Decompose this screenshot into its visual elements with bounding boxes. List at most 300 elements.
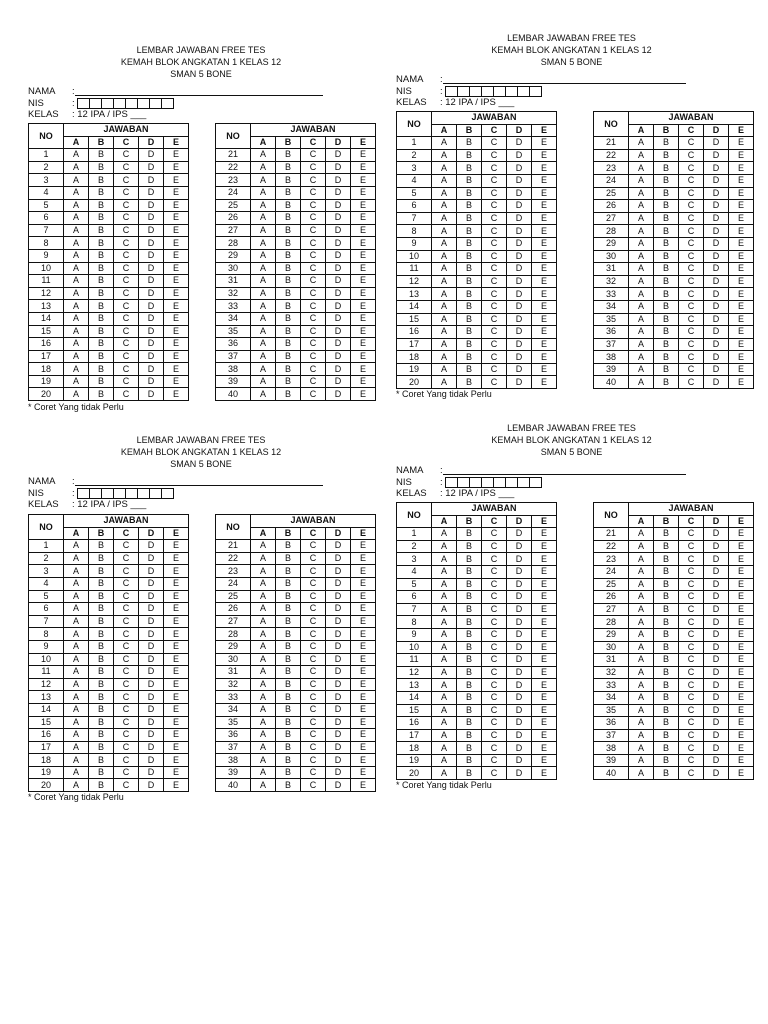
answer-option-b[interactable]: B xyxy=(457,275,482,288)
answer-option-c[interactable]: C xyxy=(679,275,704,288)
answer-option-e[interactable]: E xyxy=(164,338,189,351)
answer-option-a[interactable]: A xyxy=(432,540,457,553)
answer-option-e[interactable]: E xyxy=(164,325,189,338)
nis-digit-box[interactable] xyxy=(529,86,542,97)
answer-option-d[interactable]: D xyxy=(326,653,351,666)
answer-option-a[interactable]: A xyxy=(432,326,457,339)
answer-option-e[interactable]: E xyxy=(164,312,189,325)
answer-option-e[interactable]: E xyxy=(532,174,557,187)
answer-option-a[interactable]: A xyxy=(64,540,89,553)
answer-option-e[interactable]: E xyxy=(532,250,557,263)
answer-option-e[interactable]: E xyxy=(532,654,557,667)
answer-option-d[interactable]: D xyxy=(507,338,532,351)
answer-option-c[interactable]: C xyxy=(482,162,507,175)
answer-option-e[interactable]: E xyxy=(729,174,754,187)
answer-option-b[interactable]: B xyxy=(457,704,482,717)
answer-option-e[interactable]: E xyxy=(729,691,754,704)
answer-option-a[interactable]: A xyxy=(64,375,89,388)
answer-option-a[interactable]: A xyxy=(251,653,276,666)
answer-option-d[interactable]: D xyxy=(507,628,532,641)
answer-option-e[interactable]: E xyxy=(532,200,557,213)
answer-option-a[interactable]: A xyxy=(432,363,457,376)
answer-option-c[interactable]: C xyxy=(679,187,704,200)
answer-option-c[interactable]: C xyxy=(482,616,507,629)
answer-option-e[interactable]: E xyxy=(351,729,376,742)
answer-option-e[interactable]: E xyxy=(532,616,557,629)
answer-option-c[interactable]: C xyxy=(679,767,704,780)
answer-option-b[interactable]: B xyxy=(89,577,114,590)
answer-option-b[interactable]: B xyxy=(457,225,482,238)
answer-option-c[interactable]: C xyxy=(482,717,507,730)
answer-option-c[interactable]: C xyxy=(114,237,139,250)
answer-option-a[interactable]: A xyxy=(64,199,89,212)
answer-option-a[interactable]: A xyxy=(629,174,654,187)
answer-option-b[interactable]: B xyxy=(276,375,301,388)
answer-option-c[interactable]: C xyxy=(679,225,704,238)
answer-option-e[interactable]: E xyxy=(729,578,754,591)
answer-option-b[interactable]: B xyxy=(89,754,114,767)
answer-option-d[interactable]: D xyxy=(139,237,164,250)
answer-option-d[interactable]: D xyxy=(507,263,532,276)
answer-option-b[interactable]: B xyxy=(457,540,482,553)
answer-option-c[interactable]: C xyxy=(482,326,507,339)
answer-option-b[interactable]: B xyxy=(654,351,679,364)
answer-option-b[interactable]: B xyxy=(654,212,679,225)
answer-option-c[interactable]: C xyxy=(114,338,139,351)
answer-option-e[interactable]: E xyxy=(164,565,189,578)
answer-option-e[interactable]: E xyxy=(729,363,754,376)
answer-option-d[interactable]: D xyxy=(507,729,532,742)
answer-option-c[interactable]: C xyxy=(679,313,704,326)
answer-option-d[interactable]: D xyxy=(326,199,351,212)
answer-option-c[interactable]: C xyxy=(114,224,139,237)
answer-option-d[interactable]: D xyxy=(139,716,164,729)
answer-option-a[interactable]: A xyxy=(432,616,457,629)
answer-option-b[interactable]: B xyxy=(457,376,482,389)
answer-option-a[interactable]: A xyxy=(251,703,276,716)
answer-option-b[interactable]: B xyxy=(89,640,114,653)
answer-option-e[interactable]: E xyxy=(351,325,376,338)
answer-option-d[interactable]: D xyxy=(326,552,351,565)
answer-option-e[interactable]: E xyxy=(164,703,189,716)
answer-option-e[interactable]: E xyxy=(351,703,376,716)
answer-option-c[interactable]: C xyxy=(114,754,139,767)
answer-option-d[interactable]: D xyxy=(139,640,164,653)
answer-option-c[interactable]: C xyxy=(114,666,139,679)
answer-option-d[interactable]: D xyxy=(139,741,164,754)
answer-option-d[interactable]: D xyxy=(139,325,164,338)
answer-option-e[interactable]: E xyxy=(164,552,189,565)
answer-option-a[interactable]: A xyxy=(251,615,276,628)
answer-option-d[interactable]: D xyxy=(139,703,164,716)
answer-option-b[interactable]: B xyxy=(654,237,679,250)
answer-option-b[interactable]: B xyxy=(276,249,301,262)
answer-option-e[interactable]: E xyxy=(351,249,376,262)
answer-option-b[interactable]: B xyxy=(276,287,301,300)
answer-option-d[interactable]: D xyxy=(704,704,729,717)
answer-option-e[interactable]: E xyxy=(729,162,754,175)
answer-option-e[interactable]: E xyxy=(729,767,754,780)
answer-option-e[interactable]: E xyxy=(729,729,754,742)
answer-option-c[interactable]: C xyxy=(114,716,139,729)
answer-option-c[interactable]: C xyxy=(679,591,704,604)
answer-option-e[interactable]: E xyxy=(532,187,557,200)
answer-option-c[interactable]: C xyxy=(114,174,139,187)
answer-option-d[interactable]: D xyxy=(326,766,351,779)
answer-option-b[interactable]: B xyxy=(89,741,114,754)
answer-option-d[interactable]: D xyxy=(507,553,532,566)
answer-option-e[interactable]: E xyxy=(729,263,754,276)
answer-option-e[interactable]: E xyxy=(729,591,754,604)
answer-option-d[interactable]: D xyxy=(704,376,729,389)
answer-option-c[interactable]: C xyxy=(482,578,507,591)
answer-option-a[interactable]: A xyxy=(64,729,89,742)
answer-option-e[interactable]: E xyxy=(164,615,189,628)
answer-option-b[interactable]: B xyxy=(89,540,114,553)
answer-option-a[interactable]: A xyxy=(629,326,654,339)
answer-option-c[interactable]: C xyxy=(114,565,139,578)
answer-option-a[interactable]: A xyxy=(432,313,457,326)
answer-option-a[interactable]: A xyxy=(64,577,89,590)
answer-option-b[interactable]: B xyxy=(276,312,301,325)
answer-option-d[interactable]: D xyxy=(326,388,351,401)
answer-option-e[interactable]: E xyxy=(164,741,189,754)
answer-option-e[interactable]: E xyxy=(532,767,557,780)
answer-option-e[interactable]: E xyxy=(164,186,189,199)
answer-option-d[interactable]: D xyxy=(507,250,532,263)
answer-option-c[interactable]: C xyxy=(679,363,704,376)
answer-option-d[interactable]: D xyxy=(704,300,729,313)
answer-option-a[interactable]: A xyxy=(64,779,89,792)
answer-option-e[interactable]: E xyxy=(164,754,189,767)
answer-option-e[interactable]: E xyxy=(729,616,754,629)
answer-option-c[interactable]: C xyxy=(114,540,139,553)
answer-option-c[interactable]: C xyxy=(482,528,507,541)
answer-option-a[interactable]: A xyxy=(64,262,89,275)
answer-option-d[interactable]: D xyxy=(139,338,164,351)
answer-option-a[interactable]: A xyxy=(432,187,457,200)
answer-option-b[interactable]: B xyxy=(457,691,482,704)
answer-option-e[interactable]: E xyxy=(164,287,189,300)
answer-option-c[interactable]: C xyxy=(114,161,139,174)
answer-option-d[interactable]: D xyxy=(507,679,532,692)
answer-option-a[interactable]: A xyxy=(432,704,457,717)
answer-option-b[interactable]: B xyxy=(89,703,114,716)
nis-digit-boxes[interactable] xyxy=(77,488,173,499)
answer-option-a[interactable]: A xyxy=(629,313,654,326)
answer-option-c[interactable]: C xyxy=(114,603,139,616)
answer-option-e[interactable]: E xyxy=(729,200,754,213)
answer-option-d[interactable]: D xyxy=(139,212,164,225)
answer-option-b[interactable]: B xyxy=(457,565,482,578)
answer-option-c[interactable]: C xyxy=(301,565,326,578)
answer-option-a[interactable]: A xyxy=(629,300,654,313)
answer-option-c[interactable]: C xyxy=(679,666,704,679)
answer-option-d[interactable]: D xyxy=(139,149,164,162)
answer-option-e[interactable]: E xyxy=(532,326,557,339)
answer-option-a[interactable]: A xyxy=(629,628,654,641)
answer-option-b[interactable]: B xyxy=(89,363,114,376)
answer-option-c[interactable]: C xyxy=(114,300,139,313)
nis-digit-boxes[interactable] xyxy=(445,86,541,97)
answer-option-a[interactable]: A xyxy=(64,338,89,351)
answer-option-c[interactable]: C xyxy=(679,540,704,553)
answer-option-d[interactable]: D xyxy=(507,326,532,339)
answer-option-d[interactable]: D xyxy=(704,578,729,591)
answer-option-d[interactable]: D xyxy=(507,616,532,629)
answer-option-a[interactable]: A xyxy=(432,351,457,364)
answer-option-b[interactable]: B xyxy=(654,363,679,376)
answer-option-a[interactable]: A xyxy=(629,754,654,767)
answer-option-b[interactable]: B xyxy=(457,237,482,250)
answer-option-d[interactable]: D xyxy=(326,325,351,338)
answer-option-e[interactable]: E xyxy=(351,287,376,300)
answer-option-e[interactable]: E xyxy=(164,540,189,553)
answer-option-e[interactable]: E xyxy=(351,350,376,363)
answer-option-d[interactable]: D xyxy=(326,312,351,325)
answer-option-a[interactable]: A xyxy=(432,666,457,679)
answer-option-c[interactable]: C xyxy=(482,729,507,742)
answer-option-b[interactable]: B xyxy=(89,338,114,351)
answer-option-b[interactable]: B xyxy=(457,162,482,175)
answer-option-d[interactable]: D xyxy=(326,640,351,653)
answer-option-d[interactable]: D xyxy=(139,161,164,174)
answer-option-e[interactable]: E xyxy=(532,742,557,755)
answer-option-d[interactable]: D xyxy=(704,654,729,667)
answer-option-b[interactable]: B xyxy=(654,162,679,175)
answer-option-c[interactable]: C xyxy=(114,186,139,199)
answer-option-e[interactable]: E xyxy=(164,199,189,212)
answer-option-a[interactable]: A xyxy=(251,766,276,779)
answer-option-b[interactable]: B xyxy=(276,577,301,590)
answer-option-b[interactable]: B xyxy=(276,552,301,565)
answer-option-c[interactable]: C xyxy=(679,654,704,667)
answer-option-a[interactable]: A xyxy=(629,237,654,250)
answer-option-c[interactable]: C xyxy=(679,565,704,578)
answer-option-b[interactable]: B xyxy=(654,591,679,604)
answer-option-c[interactable]: C xyxy=(301,161,326,174)
answer-option-d[interactable]: D xyxy=(704,162,729,175)
answer-option-e[interactable]: E xyxy=(164,577,189,590)
answer-option-c[interactable]: C xyxy=(482,263,507,276)
answer-option-d[interactable]: D xyxy=(704,540,729,553)
answer-option-b[interactable]: B xyxy=(654,754,679,767)
answer-option-a[interactable]: A xyxy=(432,767,457,780)
answer-option-e[interactable]: E xyxy=(729,666,754,679)
answer-option-b[interactable]: B xyxy=(276,212,301,225)
answer-option-e[interactable]: E xyxy=(164,275,189,288)
answer-option-e[interactable]: E xyxy=(351,212,376,225)
answer-option-b[interactable]: B xyxy=(654,200,679,213)
answer-option-e[interactable]: E xyxy=(532,212,557,225)
answer-option-b[interactable]: B xyxy=(276,565,301,578)
answer-option-e[interactable]: E xyxy=(164,388,189,401)
answer-option-a[interactable]: A xyxy=(251,716,276,729)
answer-option-c[interactable]: C xyxy=(482,654,507,667)
answer-option-d[interactable]: D xyxy=(326,615,351,628)
answer-option-c[interactable]: C xyxy=(301,577,326,590)
answer-option-a[interactable]: A xyxy=(629,338,654,351)
answer-option-a[interactable]: A xyxy=(64,224,89,237)
answer-option-d[interactable]: D xyxy=(139,186,164,199)
answer-option-a[interactable]: A xyxy=(629,578,654,591)
answer-option-d[interactable]: D xyxy=(704,351,729,364)
answer-option-a[interactable]: A xyxy=(64,300,89,313)
answer-option-d[interactable]: D xyxy=(704,603,729,616)
answer-option-d[interactable]: D xyxy=(704,326,729,339)
answer-option-e[interactable]: E xyxy=(532,376,557,389)
answer-option-d[interactable]: D xyxy=(704,263,729,276)
answer-option-c[interactable]: C xyxy=(301,590,326,603)
answer-option-b[interactable]: B xyxy=(276,628,301,641)
answer-option-b[interactable]: B xyxy=(89,615,114,628)
answer-option-b[interactable]: B xyxy=(457,174,482,187)
answer-option-c[interactable]: C xyxy=(114,149,139,162)
answer-option-e[interactable]: E xyxy=(351,628,376,641)
answer-option-e[interactable]: E xyxy=(351,338,376,351)
answer-option-a[interactable]: A xyxy=(64,691,89,704)
nama-input-line[interactable] xyxy=(443,75,686,84)
answer-option-a[interactable]: A xyxy=(432,263,457,276)
answer-option-e[interactable]: E xyxy=(164,716,189,729)
answer-option-b[interactable]: B xyxy=(276,615,301,628)
answer-option-a[interactable]: A xyxy=(432,528,457,541)
answer-option-c[interactable]: C xyxy=(301,237,326,250)
answer-option-b[interactable]: B xyxy=(276,186,301,199)
answer-option-c[interactable]: C xyxy=(114,577,139,590)
answer-option-d[interactable]: D xyxy=(326,540,351,553)
answer-option-b[interactable]: B xyxy=(457,742,482,755)
answer-option-d[interactable]: D xyxy=(139,565,164,578)
answer-option-e[interactable]: E xyxy=(164,628,189,641)
answer-option-a[interactable]: A xyxy=(64,388,89,401)
answer-option-a[interactable]: A xyxy=(64,350,89,363)
answer-option-e[interactable]: E xyxy=(164,212,189,225)
answer-option-a[interactable]: A xyxy=(251,224,276,237)
answer-option-d[interactable]: D xyxy=(507,603,532,616)
answer-option-c[interactable]: C xyxy=(679,137,704,150)
answer-option-e[interactable]: E xyxy=(532,591,557,604)
answer-option-e[interactable]: E xyxy=(164,224,189,237)
answer-option-e[interactable]: E xyxy=(351,224,376,237)
answer-option-a[interactable]: A xyxy=(64,716,89,729)
answer-option-d[interactable]: D xyxy=(507,212,532,225)
answer-option-b[interactable]: B xyxy=(276,388,301,401)
answer-option-c[interactable]: C xyxy=(114,766,139,779)
answer-option-d[interactable]: D xyxy=(704,288,729,301)
answer-option-a[interactable]: A xyxy=(432,603,457,616)
answer-option-b[interactable]: B xyxy=(89,312,114,325)
answer-option-e[interactable]: E xyxy=(532,162,557,175)
answer-option-a[interactable]: A xyxy=(432,212,457,225)
answer-option-d[interactable]: D xyxy=(507,565,532,578)
answer-option-e[interactable]: E xyxy=(351,577,376,590)
answer-option-c[interactable]: C xyxy=(679,742,704,755)
answer-option-e[interactable]: E xyxy=(729,553,754,566)
answer-option-d[interactable]: D xyxy=(507,704,532,717)
answer-option-b[interactable]: B xyxy=(457,363,482,376)
answer-option-e[interactable]: E xyxy=(729,187,754,200)
answer-option-b[interactable]: B xyxy=(457,666,482,679)
answer-option-e[interactable]: E xyxy=(532,363,557,376)
answer-option-b[interactable]: B xyxy=(89,300,114,313)
answer-option-b[interactable]: B xyxy=(654,578,679,591)
answer-option-c[interactable]: C xyxy=(301,741,326,754)
answer-option-c[interactable]: C xyxy=(301,615,326,628)
answer-option-b[interactable]: B xyxy=(654,187,679,200)
answer-option-a[interactable]: A xyxy=(64,312,89,325)
answer-option-c[interactable]: C xyxy=(114,375,139,388)
answer-option-b[interactable]: B xyxy=(89,262,114,275)
answer-option-c[interactable]: C xyxy=(114,388,139,401)
answer-option-d[interactable]: D xyxy=(704,742,729,755)
answer-option-a[interactable]: A xyxy=(629,591,654,604)
answer-option-a[interactable]: A xyxy=(432,288,457,301)
answer-option-a[interactable]: A xyxy=(629,363,654,376)
answer-option-c[interactable]: C xyxy=(482,565,507,578)
answer-option-d[interactable]: D xyxy=(139,603,164,616)
answer-option-b[interactable]: B xyxy=(276,540,301,553)
answer-option-a[interactable]: A xyxy=(64,640,89,653)
answer-option-c[interactable]: C xyxy=(679,300,704,313)
answer-option-e[interactable]: E xyxy=(729,275,754,288)
answer-option-c[interactable]: C xyxy=(301,287,326,300)
answer-option-e[interactable]: E xyxy=(164,262,189,275)
answer-option-e[interactable]: E xyxy=(729,288,754,301)
answer-option-e[interactable]: E xyxy=(351,691,376,704)
answer-option-e[interactable]: E xyxy=(532,704,557,717)
answer-option-c[interactable]: C xyxy=(301,640,326,653)
answer-option-b[interactable]: B xyxy=(276,275,301,288)
answer-option-e[interactable]: E xyxy=(351,375,376,388)
answer-option-c[interactable]: C xyxy=(114,275,139,288)
answer-option-e[interactable]: E xyxy=(164,363,189,376)
answer-option-d[interactable]: D xyxy=(139,653,164,666)
answer-option-a[interactable]: A xyxy=(629,225,654,238)
answer-option-c[interactable]: C xyxy=(114,312,139,325)
answer-option-c[interactable]: C xyxy=(482,187,507,200)
answer-option-d[interactable]: D xyxy=(139,350,164,363)
answer-option-e[interactable]: E xyxy=(164,766,189,779)
answer-option-c[interactable]: C xyxy=(482,628,507,641)
answer-option-c[interactable]: C xyxy=(114,262,139,275)
answer-option-c[interactable]: C xyxy=(679,174,704,187)
answer-option-e[interactable]: E xyxy=(351,640,376,653)
answer-option-a[interactable]: A xyxy=(251,186,276,199)
answer-option-d[interactable]: D xyxy=(507,666,532,679)
answer-option-b[interactable]: B xyxy=(276,224,301,237)
answer-option-e[interactable]: E xyxy=(729,540,754,553)
answer-option-c[interactable]: C xyxy=(301,212,326,225)
answer-option-b[interactable]: B xyxy=(89,678,114,691)
answer-option-d[interactable]: D xyxy=(507,237,532,250)
answer-option-e[interactable]: E xyxy=(532,679,557,692)
answer-option-c[interactable]: C xyxy=(114,590,139,603)
answer-option-e[interactable]: E xyxy=(351,174,376,187)
answer-option-b[interactable]: B xyxy=(89,779,114,792)
answer-option-d[interactable]: D xyxy=(139,287,164,300)
answer-option-c[interactable]: C xyxy=(482,313,507,326)
answer-option-d[interactable]: D xyxy=(326,262,351,275)
answer-option-d[interactable]: D xyxy=(326,161,351,174)
answer-option-c[interactable]: C xyxy=(679,149,704,162)
answer-option-e[interactable]: E xyxy=(351,615,376,628)
answer-option-d[interactable]: D xyxy=(507,174,532,187)
answer-option-a[interactable]: A xyxy=(251,388,276,401)
answer-option-a[interactable]: A xyxy=(629,212,654,225)
answer-option-a[interactable]: A xyxy=(64,741,89,754)
answer-option-e[interactable]: E xyxy=(729,528,754,541)
